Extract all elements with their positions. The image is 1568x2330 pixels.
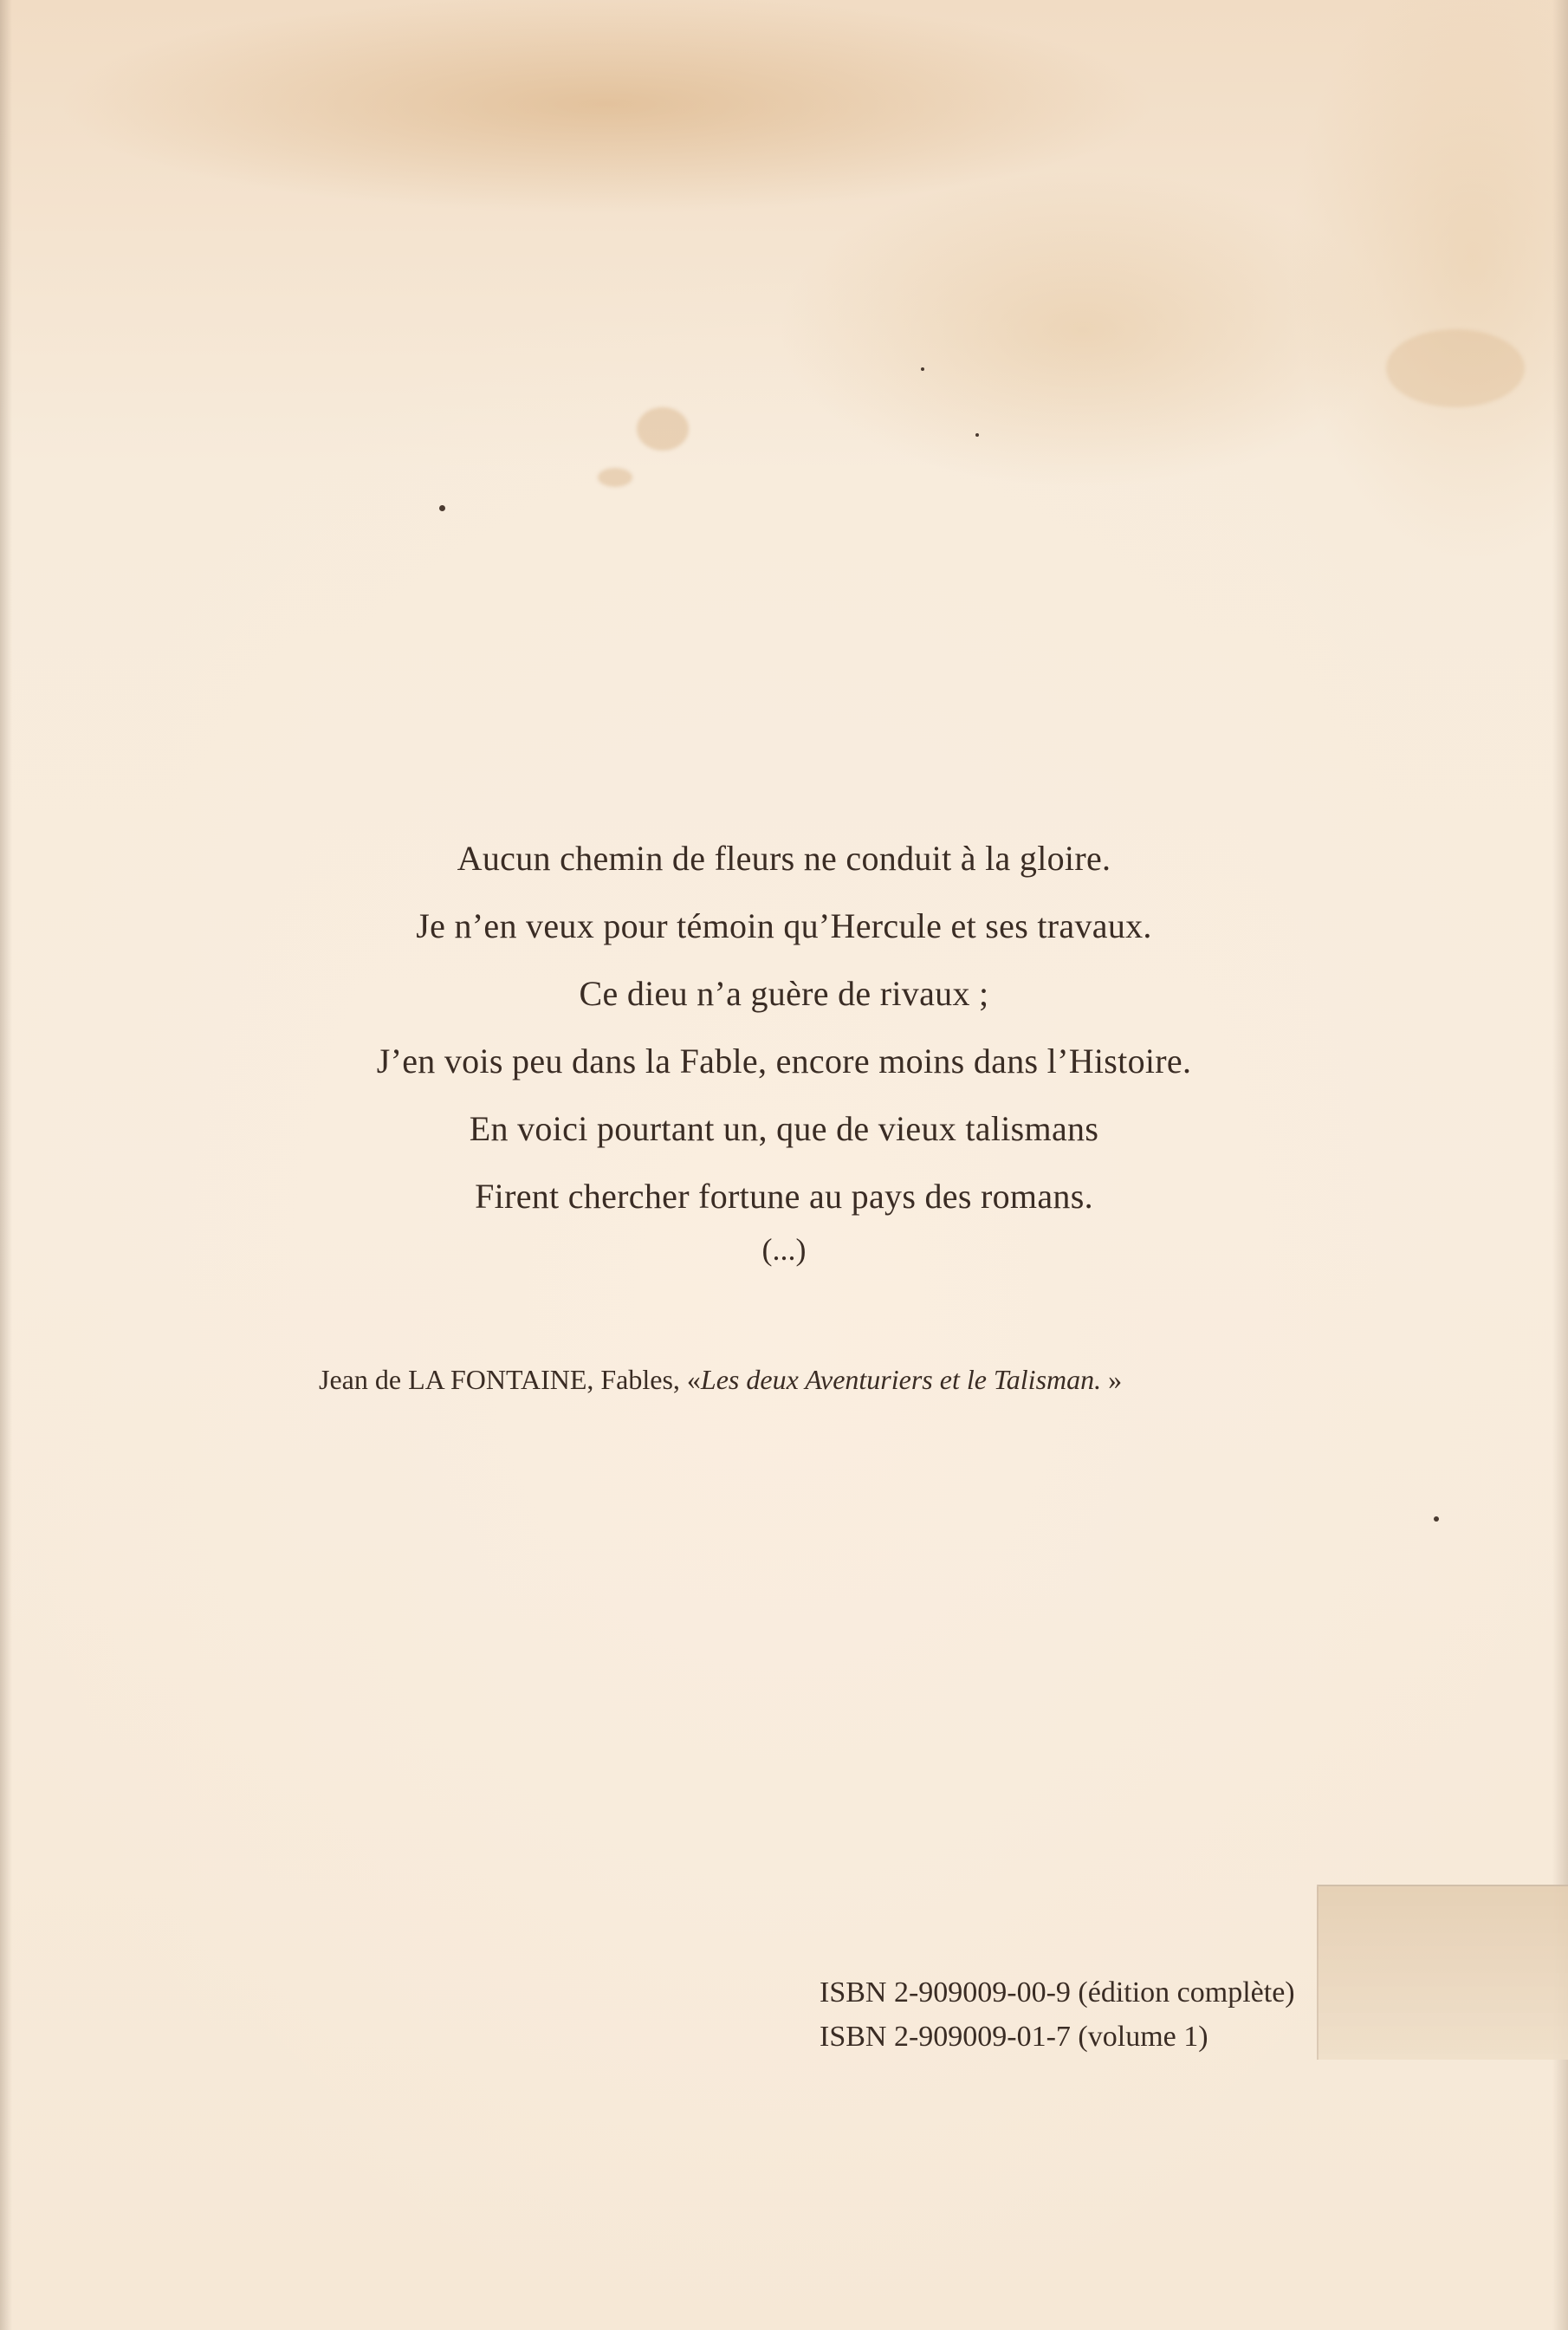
poem-line: Je n’en veux pour témoin qu’Hercule et ses travaux.	[416, 906, 1152, 945]
poem-line: Firent chercher fortune au pays des romans.	[475, 1177, 1093, 1216]
ink-speck	[1434, 1516, 1439, 1522]
ink-speck	[439, 505, 445, 511]
citation-quote-open: «	[686, 1364, 701, 1395]
poem-line: J’en vois peu dans la Fable, encore moins dans l’Histoire.	[376, 1042, 1192, 1081]
stain-spot	[598, 468, 632, 487]
citation-author: Jean de LA FONTAINE, Fables,	[319, 1364, 680, 1395]
tape-residue	[1317, 1885, 1568, 2060]
poem-excerpt	[0, 825, 1568, 1230]
citation	[319, 1358, 1122, 1401]
poem-line: Ce dieu n’a guère de rivaux ;	[579, 974, 989, 1013]
stain-spot	[637, 407, 689, 451]
citation-work-title: Les deux Aventuriers et le Talisman.	[700, 1364, 1102, 1395]
poem-line: En voici pourtant un, que de vieux talismans	[469, 1109, 1099, 1148]
poem-line: Aucun chemin de fleurs ne conduit à la gloire.	[457, 839, 1111, 878]
isbn-volume-1: ISBN 2-909009-01-7 (volume 1)	[820, 2021, 1208, 2053]
poem-ellipsis: (...)	[761, 1232, 807, 1267]
isbn-block	[820, 1970, 1295, 2059]
ink-speck	[921, 367, 924, 371]
ink-speck	[975, 433, 979, 437]
citation-quote-close: »	[1108, 1364, 1123, 1395]
isbn-complete-edition: ISBN 2-909009-00-9 (édition complète)	[820, 1976, 1295, 2009]
stain-spot	[1386, 329, 1525, 407]
